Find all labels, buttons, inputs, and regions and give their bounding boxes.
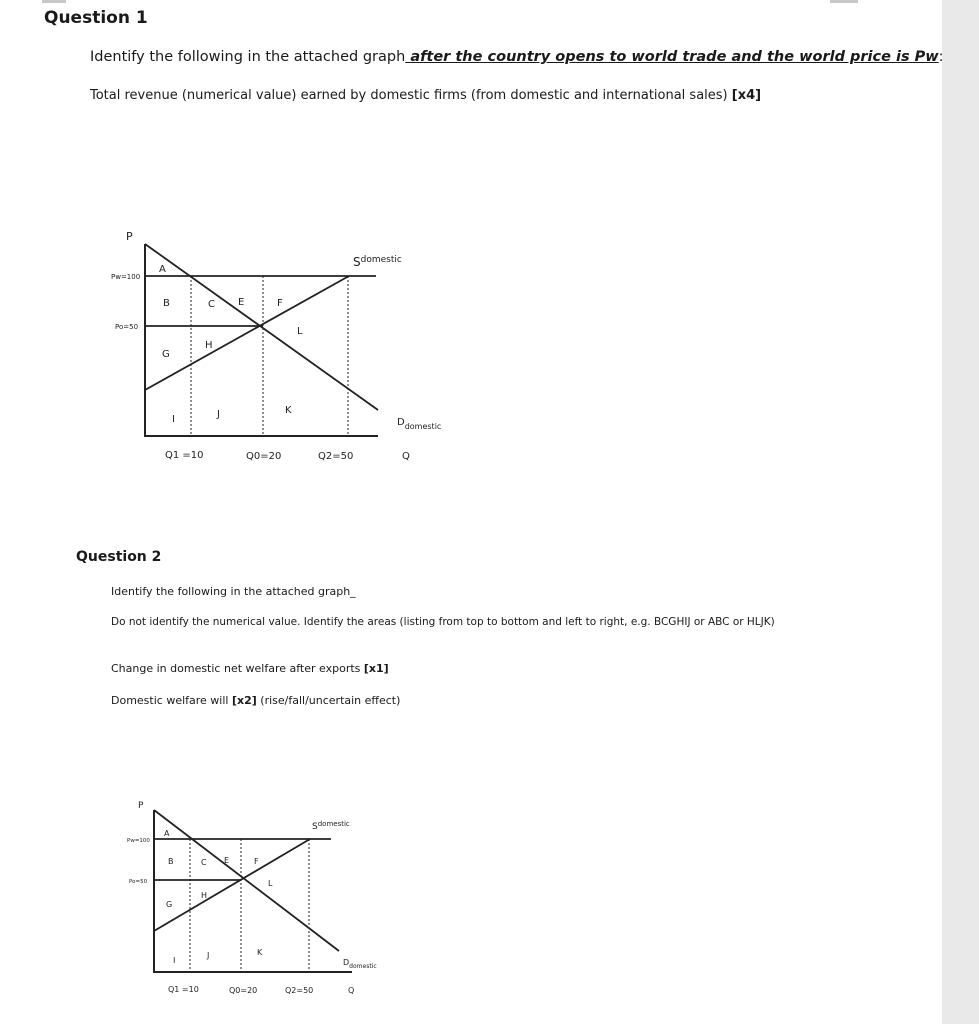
- supply-base: S: [353, 255, 361, 269]
- q1-task-text: Total revenue (numerical value) earned by domestic firms (from domestic and international sales): [90, 88, 732, 103]
- area-h-label: H: [201, 891, 208, 900]
- area-l-label: L: [297, 326, 303, 337]
- p-axis-label: P: [138, 801, 144, 811]
- area-g-label: G: [166, 900, 173, 909]
- area-f-label: F: [254, 857, 259, 866]
- q2-instruction: Identify the following in the attached graph_: [111, 585, 356, 598]
- q1-instruction-emphasis: after the country opens to world trade and the world price is Pw: [405, 49, 939, 65]
- pw-label: Pw=100: [111, 273, 141, 281]
- q0-label: Q0=20: [229, 986, 258, 995]
- q1-label: Q1 =10: [165, 450, 204, 461]
- supply-curve: [154, 839, 310, 931]
- supply-base: S: [312, 822, 318, 832]
- area-b-label: B: [168, 857, 174, 866]
- demand-base: D: [397, 417, 405, 428]
- supply-sub: domestic: [360, 255, 402, 265]
- demand-sub: domestic: [349, 963, 377, 970]
- area-j-label: J: [217, 409, 220, 420]
- area-a-label: A: [159, 264, 166, 275]
- supply-label: [312, 820, 350, 832]
- q1-title: Question 1: [44, 8, 148, 28]
- graph-2-lines: [153, 810, 352, 972]
- area-c-label: C: [208, 299, 215, 310]
- area-l-label: L: [268, 879, 273, 888]
- p-axis-label: P: [126, 230, 133, 243]
- demand-label: [343, 958, 377, 970]
- q1-label: Q1 =10: [168, 985, 199, 994]
- area-c-label: C: [201, 858, 207, 867]
- q0-label: Q0=20: [246, 451, 282, 462]
- q2-label: Q2=50: [318, 451, 354, 462]
- area-j-label: J: [207, 951, 210, 960]
- area-g-label: G: [162, 349, 170, 360]
- area-i-label: I: [172, 414, 175, 425]
- demand-sub: domestic: [404, 422, 442, 431]
- q2-title: Question 2: [76, 549, 162, 565]
- area-e-label: E: [224, 856, 230, 865]
- q1-instruction-colon: :: [938, 49, 944, 65]
- area-b-label: B: [163, 298, 170, 309]
- q2-guidance: Do not identify the numerical value. Identify the areas (listing from top to bottom and left to right, e.g. BCGHIJ or ABC or HLJK): [111, 616, 775, 628]
- area-e-label: E: [238, 297, 245, 308]
- demand-base: D: [343, 958, 350, 967]
- q2-label: Q2=50: [285, 986, 314, 995]
- q2-task-2-pre: Domestic welfare will: [111, 694, 232, 707]
- q1-task-mark: [x4]: [731, 88, 762, 103]
- q-axis-label: Q: [402, 451, 410, 462]
- area-h-label: H: [205, 340, 213, 351]
- po-label: Po=50: [129, 879, 148, 885]
- area-i-label: I: [173, 956, 176, 965]
- area-a-label: A: [164, 829, 170, 838]
- q2-task-1-text: Change in domestic net welfare after exports: [111, 662, 364, 675]
- area-f-label: F: [277, 298, 283, 309]
- q1-instruction-text: Identify the following in the attached graph: [90, 49, 406, 65]
- supply-sub: domestic: [317, 820, 350, 828]
- q-axis-label: Q: [348, 986, 355, 995]
- area-k-label: K: [285, 405, 292, 416]
- q2-task-2-mark: [x2]: [231, 694, 257, 707]
- q2-task-2-post: (rise/fall/uncertain effect): [256, 694, 401, 707]
- pw-label: Pw=100: [127, 838, 150, 844]
- q2-task-1-mark: [x1]: [363, 662, 389, 675]
- area-k-label: K: [257, 948, 263, 957]
- po-label: Po=50: [115, 323, 139, 331]
